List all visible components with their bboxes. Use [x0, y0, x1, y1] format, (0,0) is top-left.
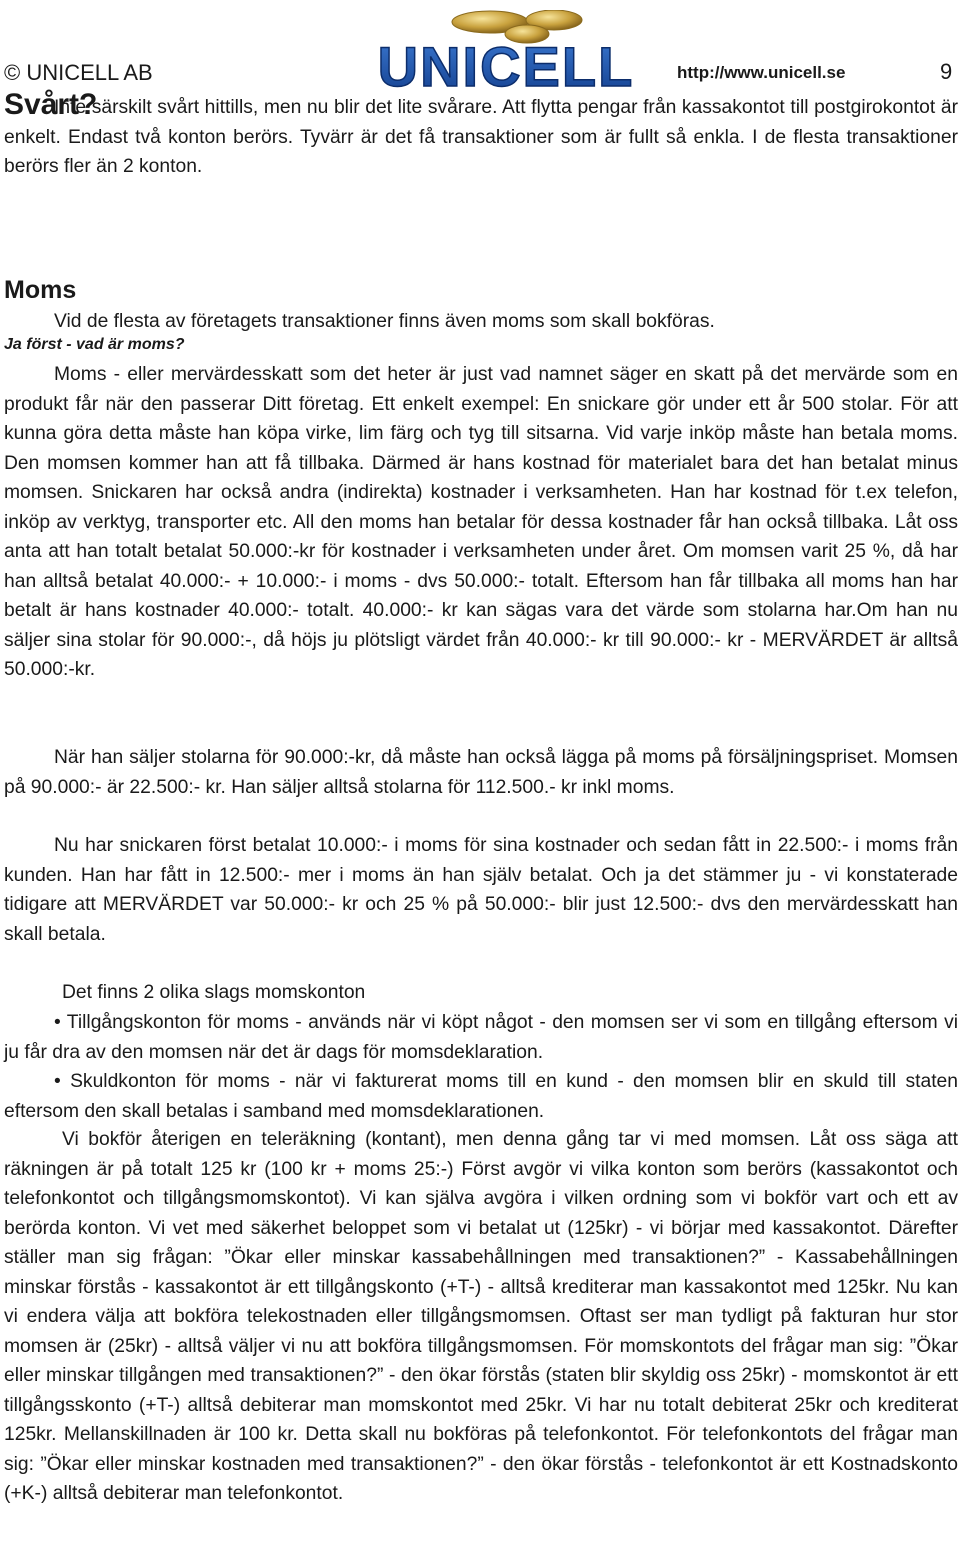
intro-text: Inte särskilt svårt hittills, men nu blir det lite svårare. Att flytta pengar från kassakontot till postgirokontot är enkelt. Endast två konton berörs. Tyvärr är det få transaktioner som är fullt så enkla. I de flesta transaktioner berörs fler än 2 konton.	[4, 97, 958, 177]
page-number: 9	[940, 59, 953, 84]
example-paragraph: Vi bokför återigen en teleräkning (kontant), men denna gång tar vi med momsen. Låt oss säga att räkningen är på totalt 125 kr (100 kr + moms 25:-) Först avgör vi vilka konton som berörs (kassakontot och telefonkontot och tillgångsmomskontot). Vi kan själva avgöra i vilken ordning som vi bokför vart och ett av berörda konton. Vi vet med säkerhet beloppet som vi betalat ut (125kr) - vi börjar med kassakontot. Därefter ställer man sig frågan: ”Ökar eller minskar kassabehållningen med transaktionen?” - Kassabehållningen minskar förstås - kassakontot är ett tillgångskonto (+T-) - alltså krediterar man kassakontot med 125kr. Nu kan vi endera välja att bokföra telekostnaden eller tillgångsmomsen. Oftast ser man tydligt på fakturan hur stor momsen är (25kr) - alltså väljer vi nu att bokföra tillgångsmomsen. För momskontots del frågar man sig: ”Ökar eller minskar tillgången med transaktionen?” - den ökar förstås (staten blir skyldig oss 25kr) - momskontot är ett tillgångsskonto (+T-) alltså debiterar man momskontot med 25kr. Vi har nu totalt debiterat 25kr och krediterat 125kr. Mellanskillnaden är 100 kr. Detta skall nu bokföras på telefonkontot. För telefonkontots del frågar man sig: ”Ökar eller minskar kostnaden med transaktionen?” - den ökar förstås - telefonkontot är ett Kostnadskonto (+K-) alltså debiterar man telefonkontot.	[4, 1129, 958, 1504]
copyright-text: © UNICELL AB	[4, 60, 153, 85]
unicell-logo	[372, 10, 640, 96]
moms-body-paragraph-3: Nu har snickaren först betalat 10.000:- i moms för sina kostnader och sedan fått in 22.500:- i moms från kunden. Han har fått in 12.500:- mer i moms än han själv betalat. Och ja det stämmer ju - vi konstaterade tidigare att MERVÄRDET var 50.000:- kr och 25 % på 50.000:- blir just 12.500:- dvs den mervärdesskatt han skall betala.	[4, 835, 958, 945]
moms-intro: Vid de flesta av företagets transaktioner finns även moms som skall bokföras.	[54, 311, 715, 332]
section-title: Svårt?	[4, 88, 98, 121]
website-url: http://www.unicell.se	[677, 63, 846, 82]
konton-intro: Det finns 2 olika slags momskonton	[62, 982, 366, 1003]
moms-body-paragraph-2: När han säljer stolarna för 90.000:-kr, då måste han också lägga på moms på försäljningspriset. Momsen på 90.000:- är 22.500:- kr. Han säljer alltså stolarna för 112.500.- kr inkl moms.	[4, 747, 958, 798]
moms-body-paragraph-1: Moms - eller mervärdesskatt som det heter är just vad namnet säger en skatt på det mervärde som en produkt får när den passerar Ditt företag. Ett enkelt exempel: En snickare gör under ett år 500 stolar. För att kunna göra detta måste han köpa virke, lim färg och tyg till sitsarna. Vid varje inköp måste han betala moms. Den momsen kommer han att få tillbaka. Därmed är hans kostnad för materialet bara det han betalat minus momsen. Snickaren har också andra (indirekta) kostnader i verksamheten. Han har kostnad för t.ex telefon, inköp av verktyg, transporter etc. All den moms han betalar för dessa kostnader får han också tillbaka. Låt oss anta att han totalt betalat 50.000:-kr för kostnader i verksamheten under året. Om momsen varit 25 %, då har han alltså betalat 40.000:- + 10.000:- i moms - dvs 50.000:- totalt. Eftersom han får tillbaka all moms han har betalt är hans kostnader 40.000:- totalt. 40.000:- kr kan sägas vara det värde som stolarna har.Om han nu säljer sina stolar för 90.000:-, då höjs ju plötsligt värdet från 40.000:- kr till 90.000:- kr - MERVÄRDET är alltså 50.000:-kr.	[4, 364, 958, 680]
intro-paragraph	[4, 93, 958, 182]
bullet-skuldkonton: • Skuldkonton för moms - när vi fakturerat moms till en kund - den momsen blir en skuld till staten eftersom den skall betalas i samband med momsdeklarationen.	[4, 1071, 958, 1122]
logo-text: UNICELL	[377, 35, 635, 96]
bullet-tillgangskonton: • Tillgångskonton för moms - används när vi köpt något - den momsen ser vi som en tillgång eftersom vi ju får dra av den momsen när det är dags för momsdeklaration.	[4, 1012, 958, 1063]
logo-graphic	[372, 10, 640, 96]
moms-question: Ja först - vad är moms?	[4, 336, 185, 353]
moms-heading: Moms	[4, 276, 77, 304]
